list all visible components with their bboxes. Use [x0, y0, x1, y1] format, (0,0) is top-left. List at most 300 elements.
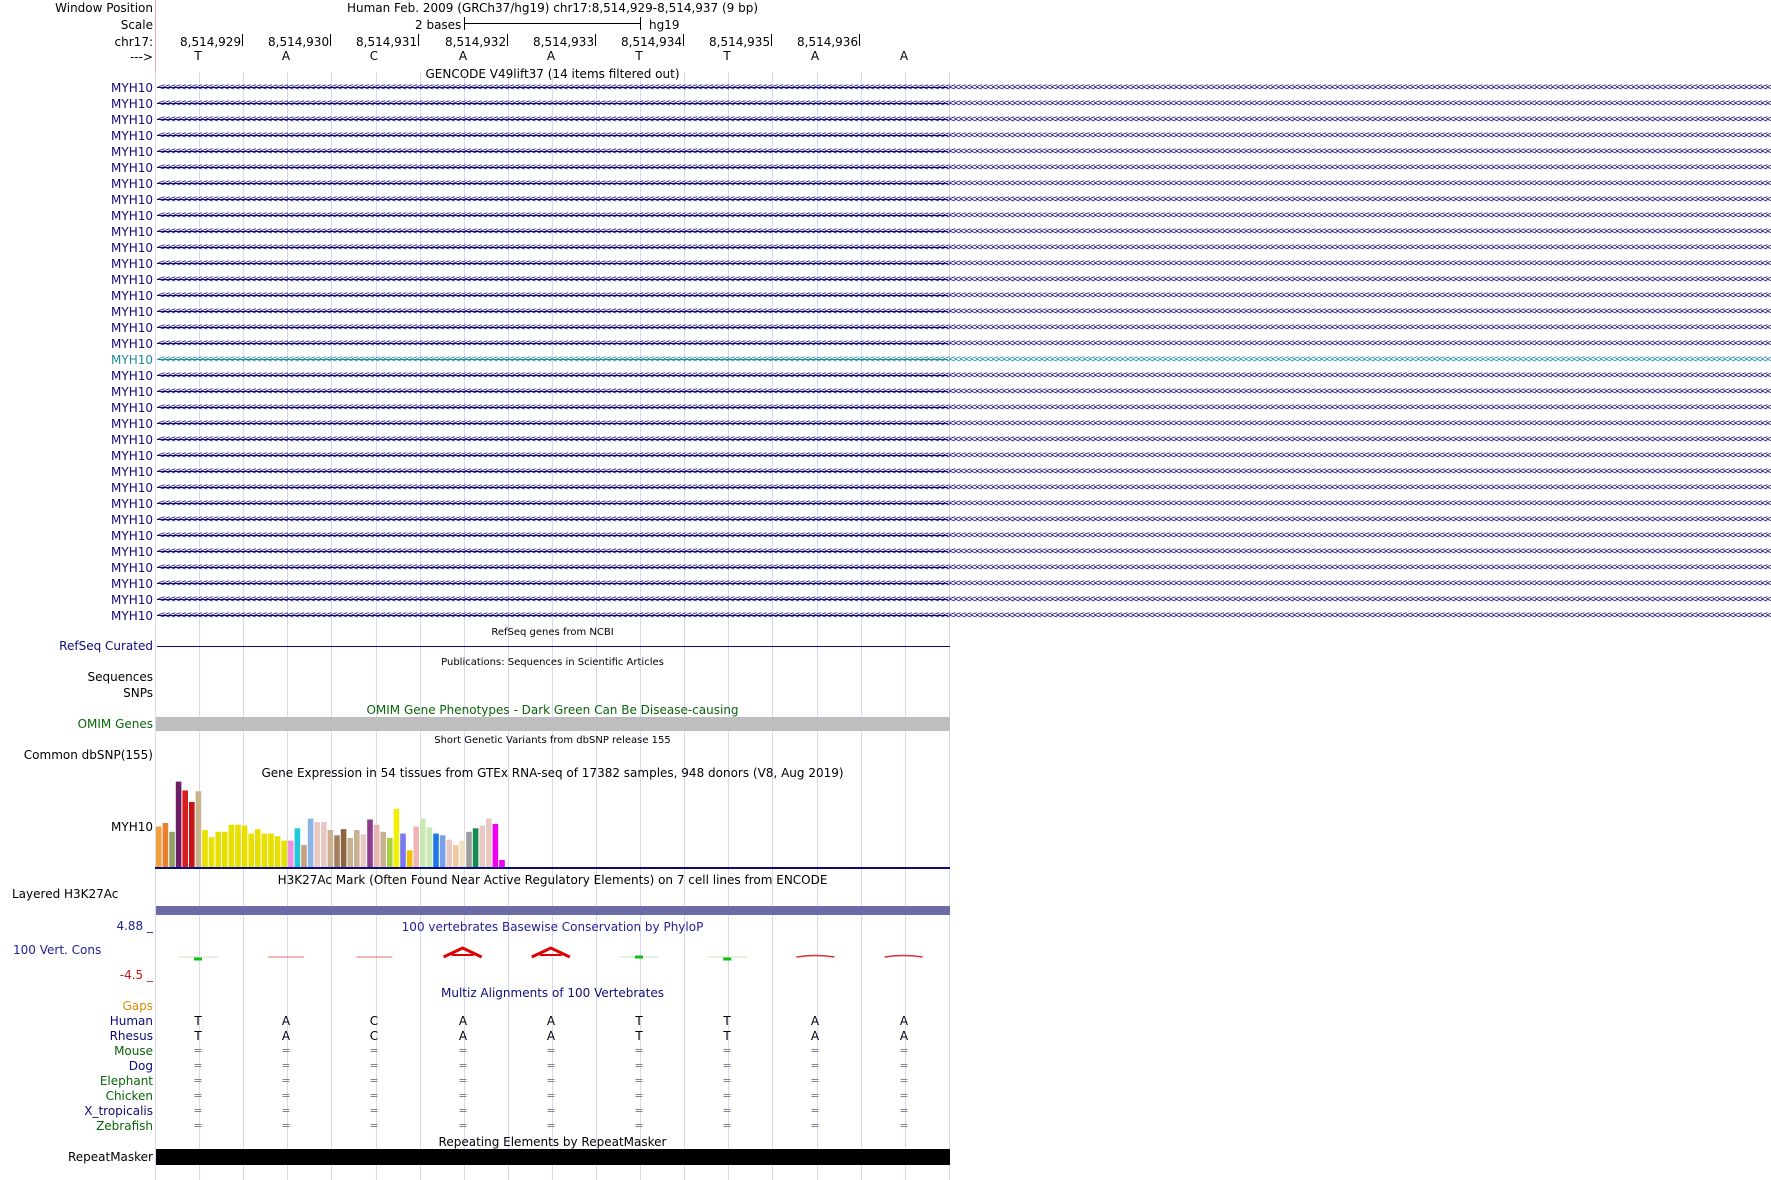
gencode-gene-label[interactable]: MYH10 — [111, 353, 153, 367]
gtex-tissue-bar[interactable] — [229, 825, 235, 867]
alignment-base: A — [810, 1014, 820, 1028]
gtex-tissue-bar[interactable] — [196, 791, 202, 867]
gencode-gene-label[interactable]: MYH10 — [111, 273, 153, 287]
gtex-tissue-bar[interactable] — [202, 830, 208, 867]
gencode-transcript[interactable] — [155, 544, 1771, 560]
gtex-tissue-bar[interactable] — [288, 841, 294, 867]
species-label[interactable]: Rhesus — [109, 1029, 153, 1043]
gtex-tissue-bar[interactable] — [367, 820, 373, 868]
alignment-base: = — [810, 1089, 820, 1102]
alignment-base: = — [899, 1089, 909, 1102]
alignment-base: = — [281, 1119, 291, 1132]
ruler-position-label: 8,514,935 — [709, 35, 771, 49]
gtex-tissue-bar[interactable] — [354, 830, 360, 867]
repeatmasker-block[interactable] — [156, 1149, 950, 1165]
gtex-tissue-bar[interactable] — [440, 835, 446, 867]
ruler-position-label: 8,514,933 — [533, 35, 595, 49]
gencode-transcript[interactable] — [155, 432, 1771, 448]
gencode-gene-label[interactable]: MYH10 — [111, 593, 153, 607]
browser-title: Human Feb. 2009 (GRCh37/hg19) chr17:8,514,929-8,514,937 (9 bp) — [346, 1, 759, 15]
strand-arrows-icon: <<<<<<<<<<<<<<<<<<<<<<<<<<<<<<<<<<<<<<<<<<<<<<<<<<<<<<<<<<<<<<<<<<<<<<<<<<<<<<<<<<<<<<<<<<<<<<<<<<<<<<<<<<<<<<<<<<<<<<<<<<<<<<<<<<<<<<<<<<<<<<<<<<<<<<<<<<<<<<<<<<<<<<<<<<<<<<<<<<<<<<<<<<<<<<<<<<<<<<<<<<<<<<<<<<<<<<<<<<<<<<<<<<<<<<<<<<<<<<<<<<<<<<<<<<<<<<<<<<<<<<<<<<<<<<<<<<<<<<<<<<<<<<<<<<<<<<<<<<<< — [157, 130, 1771, 141]
h3k27ac-signal[interactable] — [156, 906, 950, 915]
gencode-gene-label[interactable]: MYH10 — [111, 241, 153, 255]
gencode-transcript[interactable] — [155, 192, 1771, 208]
gtex-tissue-bar[interactable] — [281, 841, 287, 867]
gtex-label[interactable]: MYH10 — [111, 820, 153, 834]
gencode-transcript[interactable] — [155, 480, 1771, 496]
alignment-base: = — [634, 1089, 644, 1102]
cons-title: 100 vertebrates Basewise Conservation by PhyloP — [401, 920, 704, 934]
gencode-transcript[interactable] — [155, 496, 1771, 512]
gtex-tissue-bar[interactable] — [460, 841, 466, 867]
alignment-base: = — [810, 1104, 820, 1117]
gencode-gene-label[interactable]: MYH10 — [111, 161, 153, 175]
gencode-title: GENCODE V49lift37 (14 items filtered out) — [425, 67, 680, 81]
gencode-transcript[interactable] — [155, 288, 1771, 304]
gencode-transcript[interactable] — [155, 336, 1771, 352]
ruler-tick — [418, 34, 419, 46]
gencode-transcript[interactable] — [155, 512, 1771, 528]
gencode-transcript[interactable] — [155, 320, 1771, 336]
gtex-title: Gene Expression in 54 tissues from GTEx RNA-seq of 17382 samples, 948 donors (V8, Aug 2019) — [261, 766, 844, 780]
gtex-tissue-bar[interactable] — [400, 834, 406, 867]
gtex-tissue-bar[interactable] — [275, 836, 281, 867]
alignment-base: = — [458, 1119, 468, 1132]
species-label[interactable]: Elephant — [99, 1074, 153, 1088]
refseq-gene-line[interactable] — [157, 646, 950, 647]
ruler-tick — [771, 34, 772, 46]
strand-arrows-icon: <<<<<<<<<<<<<<<<<<<<<<<<<<<<<<<<<<<<<<<<<<<<<<<<<<<<<<<<<<<<<<<<<<<<<<<<<<<<<<<<<<<<<<<<<<<<<<<<<<<<<<<<<<<<<<<<<<<<<<<<<<<<<<<<<<<<<<<<<<<<<<<<<<<<<<<<<<<<<<<<<<<<<<<<<<<<<<<<<<<<<<<<<<<<<<<<<<<<<<<<<<<<<<<<<<<<<<<<<<<<<<<<<<<<<<<<<<<<<<<<<<<<<<<<<<<<<<<<<<<<<<<<<<<<<<<<<<<<<<<<<<<<<<<<<<<<<<<<<<<< — [157, 402, 1771, 413]
strand-arrows-icon: <<<<<<<<<<<<<<<<<<<<<<<<<<<<<<<<<<<<<<<<<<<<<<<<<<<<<<<<<<<<<<<<<<<<<<<<<<<<<<<<<<<<<<<<<<<<<<<<<<<<<<<<<<<<<<<<<<<<<<<<<<<<<<<<<<<<<<<<<<<<<<<<<<<<<<<<<<<<<<<<<<<<<<<<<<<<<<<<<<<<<<<<<<<<<<<<<<<<<<<<<<<<<<<<<<<<<<<<<<<<<<<<<<<<<<<<<<<<<<<<<<<<<<<<<<<<<<<<<<<<<<<<<<<<<<<<<<<<<<<<<<<<<<<<<<<<<<<<<<<< — [157, 178, 1771, 189]
gencode-transcript[interactable] — [155, 240, 1771, 256]
ruler-tick — [330, 34, 331, 46]
strand-arrows-icon: <<<<<<<<<<<<<<<<<<<<<<<<<<<<<<<<<<<<<<<<<<<<<<<<<<<<<<<<<<<<<<<<<<<<<<<<<<<<<<<<<<<<<<<<<<<<<<<<<<<<<<<<<<<<<<<<<<<<<<<<<<<<<<<<<<<<<<<<<<<<<<<<<<<<<<<<<<<<<<<<<<<<<<<<<<<<<<<<<<<<<<<<<<<<<<<<<<<<<<<<<<<<<<<<<<<<<<<<<<<<<<<<<<<<<<<<<<<<<<<<<<<<<<<<<<<<<<<<<<<<<<<<<<<<<<<<<<<<<<<<<<<<<<<<<<<<<<<<<<<< — [157, 530, 1771, 541]
alignment-base: = — [281, 1059, 291, 1072]
alignment-base: = — [810, 1059, 820, 1072]
alignment-base: T — [194, 1029, 202, 1043]
alignment-base: = — [634, 1104, 644, 1117]
strand-arrows-icon: <<<<<<<<<<<<<<<<<<<<<<<<<<<<<<<<<<<<<<<<<<<<<<<<<<<<<<<<<<<<<<<<<<<<<<<<<<<<<<<<<<<<<<<<<<<<<<<<<<<<<<<<<<<<<<<<<<<<<<<<<<<<<<<<<<<<<<<<<<<<<<<<<<<<<<<<<<<<<<<<<<<<<<<<<<<<<<<<<<<<<<<<<<<<<<<<<<<<<<<<<<<<<<<<<<<<<<<<<<<<<<<<<<<<<<<<<<<<<<<<<<<<<<<<<<<<<<<<<<<<<<<<<<<<<<<<<<<<<<<<<<<<<<<<<<<<<<<<<<<< — [157, 546, 1771, 557]
strand-arrows-icon: <<<<<<<<<<<<<<<<<<<<<<<<<<<<<<<<<<<<<<<<<<<<<<<<<<<<<<<<<<<<<<<<<<<<<<<<<<<<<<<<<<<<<<<<<<<<<<<<<<<<<<<<<<<<<<<<<<<<<<<<<<<<<<<<<<<<<<<<<<<<<<<<<<<<<<<<<<<<<<<<<<<<<<<<<<<<<<<<<<<<<<<<<<<<<<<<<<<<<<<<<<<<<<<<<<<<<<<<<<<<<<<<<<<<<<<<<<<<<<<<<<<<<<<<<<<<<<<<<<<<<<<<<<<<<<<<<<<<<<<<<<<<<<<<<<<<<<<<<<<< — [157, 498, 1771, 509]
reference-base: T — [635, 49, 643, 63]
alignment-base: = — [722, 1089, 732, 1102]
omim-bar[interactable] — [156, 717, 950, 731]
gtex-tissue-bar[interactable] — [499, 860, 505, 867]
strand-arrows-icon: <<<<<<<<<<<<<<<<<<<<<<<<<<<<<<<<<<<<<<<<<<<<<<<<<<<<<<<<<<<<<<<<<<<<<<<<<<<<<<<<<<<<<<<<<<<<<<<<<<<<<<<<<<<<<<<<<<<<<<<<<<<<<<<<<<<<<<<<<<<<<<<<<<<<<<<<<<<<<<<<<<<<<<<<<<<<<<<<<<<<<<<<<<<<<<<<<<<<<<<<<<<<<<<<<<<<<<<<<<<<<<<<<<<<<<<<<<<<<<<<<<<<<<<<<<<<<<<<<<<<<<<<<<<<<<<<<<<<<<<<<<<<<<<<<<<<<<<<<<<< — [157, 338, 1771, 349]
gencode-gene-label[interactable]: MYH10 — [111, 465, 153, 479]
alignment-base: A — [810, 1029, 820, 1043]
gtex-tissue-bar[interactable] — [255, 829, 261, 867]
snps-label[interactable]: SNPs — [123, 686, 153, 700]
alignment-base: = — [546, 1119, 556, 1132]
gtex-tissue-bar[interactable] — [156, 827, 162, 868]
strand-arrows-icon: <<<<<<<<<<<<<<<<<<<<<<<<<<<<<<<<<<<<<<<<<<<<<<<<<<<<<<<<<<<<<<<<<<<<<<<<<<<<<<<<<<<<<<<<<<<<<<<<<<<<<<<<<<<<<<<<<<<<<<<<<<<<<<<<<<<<<<<<<<<<<<<<<<<<<<<<<<<<<<<<<<<<<<<<<<<<<<<<<<<<<<<<<<<<<<<<<<<<<<<<<<<<<<<<<<<<<<<<<<<<<<<<<<<<<<<<<<<<<<<<<<<<<<<<<<<<<<<<<<<<<<<<<<<<<<<<<<<<<<<<<<<<<<<<<<<<<<<<<<<< — [157, 194, 1771, 205]
ruler-tick — [507, 34, 508, 46]
alignment-base: = — [546, 1104, 556, 1117]
gtex-tissue-bar[interactable] — [493, 824, 499, 867]
strand-arrows-icon: <<<<<<<<<<<<<<<<<<<<<<<<<<<<<<<<<<<<<<<<<<<<<<<<<<<<<<<<<<<<<<<<<<<<<<<<<<<<<<<<<<<<<<<<<<<<<<<<<<<<<<<<<<<<<<<<<<<<<<<<<<<<<<<<<<<<<<<<<<<<<<<<<<<<<<<<<<<<<<<<<<<<<<<<<<<<<<<<<<<<<<<<<<<<<<<<<<<<<<<<<<<<<<<<<<<<<<<<<<<<<<<<<<<<<<<<<<<<<<<<<<<<<<<<<<<<<<<<<<<<<<<<<<<<<<<<<<<<<<<<<<<<<<<<<<<<<<<<<<<< — [157, 370, 1771, 381]
strand-arrows-icon: <<<<<<<<<<<<<<<<<<<<<<<<<<<<<<<<<<<<<<<<<<<<<<<<<<<<<<<<<<<<<<<<<<<<<<<<<<<<<<<<<<<<<<<<<<<<<<<<<<<<<<<<<<<<<<<<<<<<<<<<<<<<<<<<<<<<<<<<<<<<<<<<<<<<<<<<<<<<<<<<<<<<<<<<<<<<<<<<<<<<<<<<<<<<<<<<<<<<<<<<<<<<<<<<<<<<<<<<<<<<<<<<<<<<<<<<<<<<<<<<<<<<<<<<<<<<<<<<<<<<<<<<<<<<<<<<<<<<<<<<<<<<<<<<<<<<<<<<<<<< — [157, 594, 1771, 605]
gencode-gene-label[interactable]: MYH10 — [111, 337, 153, 351]
alignment-base: A — [546, 1014, 556, 1028]
strand-arrows-icon: <<<<<<<<<<<<<<<<<<<<<<<<<<<<<<<<<<<<<<<<<<<<<<<<<<<<<<<<<<<<<<<<<<<<<<<<<<<<<<<<<<<<<<<<<<<<<<<<<<<<<<<<<<<<<<<<<<<<<<<<<<<<<<<<<<<<<<<<<<<<<<<<<<<<<<<<<<<<<<<<<<<<<<<<<<<<<<<<<<<<<<<<<<<<<<<<<<<<<<<<<<<<<<<<<<<<<<<<<<<<<<<<<<<<<<<<<<<<<<<<<<<<<<<<<<<<<<<<<<<<<<<<<<<<<<<<<<<<<<<<<<<<<<<<<<<<<<<<<<<< — [157, 258, 1771, 269]
gencode-gene-label[interactable]: MYH10 — [111, 129, 153, 143]
alignment-base: = — [458, 1044, 468, 1057]
refseq-title: RefSeq genes from NCBI — [491, 627, 614, 638]
gtex-tissue-bar[interactable] — [176, 782, 182, 867]
cons-ymax-label: 4.88 _ — [116, 919, 153, 933]
alignment-base: = — [458, 1089, 468, 1102]
ruler-tick — [859, 34, 860, 46]
reference-base: T — [723, 49, 731, 63]
strand-arrows-icon: <<<<<<<<<<<<<<<<<<<<<<<<<<<<<<<<<<<<<<<<<<<<<<<<<<<<<<<<<<<<<<<<<<<<<<<<<<<<<<<<<<<<<<<<<<<<<<<<<<<<<<<<<<<<<<<<<<<<<<<<<<<<<<<<<<<<<<<<<<<<<<<<<<<<<<<<<<<<<<<<<<<<<<<<<<<<<<<<<<<<<<<<<<<<<<<<<<<<<<<<<<<<<<<<<<<<<<<<<<<<<<<<<<<<<<<<<<<<<<<<<<<<<<<<<<<<<<<<<<<<<<<<<<<<<<<<<<<<<<<<<<<<<<<<<<<<<<<<<<<< — [157, 210, 1771, 221]
gtex-tissue-bar[interactable] — [209, 837, 215, 867]
omim-label[interactable]: OMIM Genes — [77, 717, 153, 731]
gaps-label: Gaps — [122, 999, 153, 1013]
reference-base: T — [194, 49, 202, 63]
alignment-base: = — [899, 1119, 909, 1132]
alignment-base: = — [722, 1104, 732, 1117]
gencode-transcript[interactable] — [155, 416, 1771, 432]
gencode-transcript[interactable] — [155, 352, 1771, 368]
alignment-base: = — [810, 1074, 820, 1087]
alignment-base: A — [458, 1014, 468, 1028]
scale-label: Scale — [120, 18, 153, 32]
gencode-transcript[interactable] — [155, 224, 1771, 240]
h3k27ac-label[interactable]: Layered H3K27Ac — [12, 887, 119, 901]
alignment-base: = — [634, 1044, 644, 1057]
gencode-gene-label[interactable]: MYH10 — [111, 497, 153, 511]
alignment-base: = — [369, 1104, 379, 1117]
gencode-gene-label[interactable]: MYH10 — [111, 97, 153, 111]
scale-text: 2 bases — [415, 18, 462, 32]
gencode-gene-label[interactable]: MYH10 — [111, 289, 153, 303]
gencode-gene-label[interactable]: MYH10 — [111, 449, 153, 463]
gencode-gene-label[interactable]: MYH10 — [111, 369, 153, 383]
gencode-transcript[interactable] — [155, 160, 1771, 176]
gencode-transcript[interactable] — [155, 272, 1771, 288]
alignment-base: = — [899, 1074, 909, 1087]
alignment-base: T — [194, 1014, 202, 1028]
ruler-position-label: 8,514,936 — [797, 35, 859, 49]
strand-arrows-icon: <<<<<<<<<<<<<<<<<<<<<<<<<<<<<<<<<<<<<<<<<<<<<<<<<<<<<<<<<<<<<<<<<<<<<<<<<<<<<<<<<<<<<<<<<<<<<<<<<<<<<<<<<<<<<<<<<<<<<<<<<<<<<<<<<<<<<<<<<<<<<<<<<<<<<<<<<<<<<<<<<<<<<<<<<<<<<<<<<<<<<<<<<<<<<<<<<<<<<<<<<<<<<<<<<<<<<<<<<<<<<<<<<<<<<<<<<<<<<<<<<<<<<<<<<<<<<<<<<<<<<<<<<<<<<<<<<<<<<<<<<<<<<<<<<<<<<<<<<<<< — [157, 434, 1771, 445]
cons-ymin-label: -4.5 _ — [119, 968, 153, 982]
reference-base: A — [458, 49, 468, 63]
gencode-gene-label[interactable]: MYH10 — [111, 513, 153, 527]
gtex-tissue-bar[interactable] — [479, 826, 485, 867]
multiz-title: Multiz Alignments of 100 Vertebrates — [440, 986, 665, 1000]
alignment-base: A — [281, 1029, 291, 1043]
strand-arrows-icon: <<<<<<<<<<<<<<<<<<<<<<<<<<<<<<<<<<<<<<<<<<<<<<<<<<<<<<<<<<<<<<<<<<<<<<<<<<<<<<<<<<<<<<<<<<<<<<<<<<<<<<<<<<<<<<<<<<<<<<<<<<<<<<<<<<<<<<<<<<<<<<<<<<<<<<<<<<<<<<<<<<<<<<<<<<<<<<<<<<<<<<<<<<<<<<<<<<<<<<<<<<<<<<<<<<<<<<<<<<<<<<<<<<<<<<<<<<<<<<<<<<<<<<<<<<<<<<<<<<<<<<<<<<<<<<<<<<<<<<<<<<<<<<<<<<<<<<<<<<<< — [157, 562, 1771, 573]
gencode-transcript[interactable] — [155, 256, 1771, 272]
ruler-position-label: 8,514,932 — [445, 35, 507, 49]
gtex-tissue-bar[interactable] — [163, 823, 169, 867]
gencode-gene-label[interactable]: MYH10 — [111, 209, 153, 223]
alignment-base: = — [369, 1044, 379, 1057]
alignment-base: = — [634, 1059, 644, 1072]
gtex-tissue-bar[interactable] — [215, 832, 221, 867]
ruler-position-label: 8,514,931 — [356, 35, 418, 49]
gencode-gene-label[interactable]: MYH10 — [111, 609, 153, 623]
gencode-gene-label[interactable]: MYH10 — [111, 177, 153, 191]
species-label[interactable]: Human — [109, 1014, 153, 1028]
gtex-tissue-bar[interactable] — [328, 830, 334, 867]
strand-arrows-icon: <<<<<<<<<<<<<<<<<<<<<<<<<<<<<<<<<<<<<<<<<<<<<<<<<<<<<<<<<<<<<<<<<<<<<<<<<<<<<<<<<<<<<<<<<<<<<<<<<<<<<<<<<<<<<<<<<<<<<<<<<<<<<<<<<<<<<<<<<<<<<<<<<<<<<<<<<<<<<<<<<<<<<<<<<<<<<<<<<<<<<<<<<<<<<<<<<<<<<<<<<<<<<<<<<<<<<<<<<<<<<<<<<<<<<<<<<<<<<<<<<<<<<<<<<<<<<<<<<<<<<<<<<<<<<<<<<<<<<<<<<<<<<<<<<<<<<<<<<<<< — [157, 162, 1771, 173]
gencode-transcript[interactable] — [155, 384, 1771, 400]
gencode-gene-label[interactable]: MYH10 — [111, 113, 153, 127]
alignment-base: = — [193, 1119, 203, 1132]
gencode-transcript[interactable] — [155, 304, 1771, 320]
alignment-base: = — [634, 1074, 644, 1087]
gtex-tissue-bar[interactable] — [242, 826, 248, 867]
strand-arrows-icon: <<<<<<<<<<<<<<<<<<<<<<<<<<<<<<<<<<<<<<<<<<<<<<<<<<<<<<<<<<<<<<<<<<<<<<<<<<<<<<<<<<<<<<<<<<<<<<<<<<<<<<<<<<<<<<<<<<<<<<<<<<<<<<<<<<<<<<<<<<<<<<<<<<<<<<<<<<<<<<<<<<<<<<<<<<<<<<<<<<<<<<<<<<<<<<<<<<<<<<<<<<<<<<<<<<<<<<<<<<<<<<<<<<<<<<<<<<<<<<<<<<<<<<<<<<<<<<<<<<<<<<<<<<<<<<<<<<<<<<<<<<<<<<<<<<<<<<<<<<<< — [157, 242, 1771, 253]
phylop-score-glyph — [796, 956, 834, 958]
alignment-base: = — [722, 1074, 732, 1087]
gtex-tissue-bar[interactable] — [235, 825, 241, 867]
gtex-tissue-bar[interactable] — [433, 834, 439, 867]
reference-base: A — [810, 49, 820, 63]
strand-arrows-icon: <<<<<<<<<<<<<<<<<<<<<<<<<<<<<<<<<<<<<<<<<<<<<<<<<<<<<<<<<<<<<<<<<<<<<<<<<<<<<<<<<<<<<<<<<<<<<<<<<<<<<<<<<<<<<<<<<<<<<<<<<<<<<<<<<<<<<<<<<<<<<<<<<<<<<<<<<<<<<<<<<<<<<<<<<<<<<<<<<<<<<<<<<<<<<<<<<<<<<<<<<<<<<<<<<<<<<<<<<<<<<<<<<<<<<<<<<<<<<<<<<<<<<<<<<<<<<<<<<<<<<<<<<<<<<<<<<<<<<<<<<<<<<<<<<<<<<<<<<<<< — [157, 290, 1771, 301]
alignment-base: = — [810, 1044, 820, 1057]
strand-arrows-icon: <<<<<<<<<<<<<<<<<<<<<<<<<<<<<<<<<<<<<<<<<<<<<<<<<<<<<<<<<<<<<<<<<<<<<<<<<<<<<<<<<<<<<<<<<<<<<<<<<<<<<<<<<<<<<<<<<<<<<<<<<<<<<<<<<<<<<<<<<<<<<<<<<<<<<<<<<<<<<<<<<<<<<<<<<<<<<<<<<<<<<<<<<<<<<<<<<<<<<<<<<<<<<<<<<<<<<<<<<<<<<<<<<<<<<<<<<<<<<<<<<<<<<<<<<<<<<<<<<<<<<<<<<<<<<<<<<<<<<<<<<<<<<<<<<<<<<<<<<<<< — [157, 354, 1771, 365]
scale-bar-right-tick — [640, 17, 641, 30]
strand-arrows-icon: <<<<<<<<<<<<<<<<<<<<<<<<<<<<<<<<<<<<<<<<<<<<<<<<<<<<<<<<<<<<<<<<<<<<<<<<<<<<<<<<<<<<<<<<<<<<<<<<<<<<<<<<<<<<<<<<<<<<<<<<<<<<<<<<<<<<<<<<<<<<<<<<<<<<<<<<<<<<<<<<<<<<<<<<<<<<<<<<<<<<<<<<<<<<<<<<<<<<<<<<<<<<<<<<<<<<<<<<<<<<<<<<<<<<<<<<<<<<<<<<<<<<<<<<<<<<<<<<<<<<<<<<<<<<<<<<<<<<<<<<<<<<<<<<<<<<<<<<<<<< — [157, 114, 1771, 125]
gtex-tissue-bar[interactable] — [361, 834, 367, 867]
alignment-base: C — [369, 1029, 379, 1043]
reference-base: A — [899, 49, 909, 63]
ruler-position-label: 8,514,930 — [268, 35, 330, 49]
gencode-transcript[interactable] — [155, 208, 1771, 224]
gencode-transcript[interactable] — [155, 112, 1771, 128]
strand-arrows-icon: <<<<<<<<<<<<<<<<<<<<<<<<<<<<<<<<<<<<<<<<<<<<<<<<<<<<<<<<<<<<<<<<<<<<<<<<<<<<<<<<<<<<<<<<<<<<<<<<<<<<<<<<<<<<<<<<<<<<<<<<<<<<<<<<<<<<<<<<<<<<<<<<<<<<<<<<<<<<<<<<<<<<<<<<<<<<<<<<<<<<<<<<<<<<<<<<<<<<<<<<<<<<<<<<<<<<<<<<<<<<<<<<<<<<<<<<<<<<<<<<<<<<<<<<<<<<<<<<<<<<<<<<<<<<<<<<<<<<<<<<<<<<<<<<<<<<<<<<<<<< — [157, 514, 1771, 525]
gencode-gene-label[interactable]: MYH10 — [111, 193, 153, 207]
gtex-tissue-bar[interactable] — [262, 834, 268, 867]
ruler-tick — [242, 34, 243, 46]
reference-base: A — [281, 49, 291, 63]
species-label[interactable]: Dog — [128, 1059, 153, 1073]
alignment-base: = — [458, 1104, 468, 1117]
phylop-conservation-plot[interactable] — [155, 940, 950, 980]
strand-arrows-icon: <<<<<<<<<<<<<<<<<<<<<<<<<<<<<<<<<<<<<<<<<<<<<<<<<<<<<<<<<<<<<<<<<<<<<<<<<<<<<<<<<<<<<<<<<<<<<<<<<<<<<<<<<<<<<<<<<<<<<<<<<<<<<<<<<<<<<<<<<<<<<<<<<<<<<<<<<<<<<<<<<<<<<<<<<<<<<<<<<<<<<<<<<<<<<<<<<<<<<<<<<<<<<<<<<<<<<<<<<<<<<<<<<<<<<<<<<<<<<<<<<<<<<<<<<<<<<<<<<<<<<<<<<<<<<<<<<<<<<<<<<<<<<<<<<<<<<<<<<<<< — [157, 98, 1771, 109]
gencode-gene-label[interactable]: MYH10 — [111, 145, 153, 159]
gtex-tissue-bar[interactable] — [169, 832, 175, 867]
alignment-base: = — [546, 1074, 556, 1087]
gtex-tissue-bar[interactable] — [248, 834, 254, 867]
ruler-tick — [683, 34, 684, 46]
gtex-tissue-bar[interactable] — [374, 825, 380, 867]
alignment-base: A — [281, 1014, 291, 1028]
gtex-baseline — [155, 867, 950, 869]
gtex-tissue-bar[interactable] — [314, 822, 320, 867]
chrom-label: chr17: — [114, 35, 153, 49]
window-position-label: Window Position — [55, 1, 153, 15]
gtex-tissue-bar[interactable] — [222, 832, 228, 867]
gtex-tissue-bar[interactable] — [268, 834, 274, 867]
alignment-base: = — [281, 1089, 291, 1102]
alignment-base: = — [722, 1059, 732, 1072]
gtex-tissue-bar[interactable] — [446, 840, 452, 867]
gencode-gene-label[interactable]: MYH10 — [111, 417, 153, 431]
gencode-gene-label[interactable]: MYH10 — [111, 257, 153, 271]
alignment-base: = — [193, 1059, 203, 1072]
gencode-transcript[interactable] — [155, 528, 1771, 544]
gtex-tissue-bar[interactable] — [341, 829, 347, 867]
gtex-tissue-bar[interactable] — [182, 790, 188, 867]
ruler-tick — [595, 34, 596, 46]
gtex-tissue-bar[interactable] — [466, 832, 472, 867]
alignment-base: = — [722, 1044, 732, 1057]
gencode-gene-label[interactable]: MYH10 — [111, 481, 153, 495]
alignment-base: = — [281, 1104, 291, 1117]
gencode-transcript[interactable] — [155, 96, 1771, 112]
dbsnp-title: Short Genetic Variants from dbSNP release 155 — [434, 735, 671, 746]
gtex-tissue-bar[interactable] — [420, 819, 426, 867]
gencode-gene-label[interactable]: MYH10 — [111, 545, 153, 559]
alignment-base: = — [369, 1059, 379, 1072]
gtex-tissue-bar[interactable] — [380, 832, 386, 867]
gencode-gene-label[interactable]: MYH10 — [111, 225, 153, 239]
gencode-transcript[interactable] — [155, 368, 1771, 384]
alignment-base: = — [369, 1089, 379, 1102]
strand-arrows-icon: <<<<<<<<<<<<<<<<<<<<<<<<<<<<<<<<<<<<<<<<<<<<<<<<<<<<<<<<<<<<<<<<<<<<<<<<<<<<<<<<<<<<<<<<<<<<<<<<<<<<<<<<<<<<<<<<<<<<<<<<<<<<<<<<<<<<<<<<<<<<<<<<<<<<<<<<<<<<<<<<<<<<<<<<<<<<<<<<<<<<<<<<<<<<<<<<<<<<<<<<<<<<<<<<<<<<<<<<<<<<<<<<<<<<<<<<<<<<<<<<<<<<<<<<<<<<<<<<<<<<<<<<<<<<<<<<<<<<<<<<<<<<<<<<<<<<<<<<<<<< — [157, 578, 1771, 589]
gencode-gene-label[interactable]: MYH10 — [111, 81, 153, 95]
species-label[interactable]: Mouse — [114, 1044, 153, 1058]
strand-arrows-icon: <<<<<<<<<<<<<<<<<<<<<<<<<<<<<<<<<<<<<<<<<<<<<<<<<<<<<<<<<<<<<<<<<<<<<<<<<<<<<<<<<<<<<<<<<<<<<<<<<<<<<<<<<<<<<<<<<<<<<<<<<<<<<<<<<<<<<<<<<<<<<<<<<<<<<<<<<<<<<<<<<<<<<<<<<<<<<<<<<<<<<<<<<<<<<<<<<<<<<<<<<<<<<<<<<<<<<<<<<<<<<<<<<<<<<<<<<<<<<<<<<<<<<<<<<<<<<<<<<<<<<<<<<<<<<<<<<<<<<<<<<<<<<<<<<<<<<<<<<<<< — [157, 466, 1771, 477]
alignment-base: A — [458, 1029, 468, 1043]
publications-title: Publications: Sequences in Scientific Articles — [441, 657, 664, 668]
browser-image[interactable] — [155, 0, 1771, 1180]
alignment-base: T — [723, 1029, 731, 1043]
dbsnp-label[interactable]: Common dbSNP(155) — [23, 748, 153, 762]
gtex-tissue-bar[interactable] — [301, 845, 307, 867]
alignment-base: = — [193, 1089, 203, 1102]
alignment-base: = — [546, 1089, 556, 1102]
strand-arrows-icon: <<<<<<<<<<<<<<<<<<<<<<<<<<<<<<<<<<<<<<<<<<<<<<<<<<<<<<<<<<<<<<<<<<<<<<<<<<<<<<<<<<<<<<<<<<<<<<<<<<<<<<<<<<<<<<<<<<<<<<<<<<<<<<<<<<<<<<<<<<<<<<<<<<<<<<<<<<<<<<<<<<<<<<<<<<<<<<<<<<<<<<<<<<<<<<<<<<<<<<<<<<<<<<<<<<<<<<<<<<<<<<<<<<<<<<<<<<<<<<<<<<<<<<<<<<<<<<<<<<<<<<<<<<<<<<<<<<<<<<<<<<<<<<<<<<<<<<<<<<<< — [157, 386, 1771, 397]
strand-arrows-icon: <<<<<<<<<<<<<<<<<<<<<<<<<<<<<<<<<<<<<<<<<<<<<<<<<<<<<<<<<<<<<<<<<<<<<<<<<<<<<<<<<<<<<<<<<<<<<<<<<<<<<<<<<<<<<<<<<<<<<<<<<<<<<<<<<<<<<<<<<<<<<<<<<<<<<<<<<<<<<<<<<<<<<<<<<<<<<<<<<<<<<<<<<<<<<<<<<<<<<<<<<<<<<<<<<<<<<<<<<<<<<<<<<<<<<<<<<<<<<<<<<<<<<<<<<<<<<<<<<<<<<<<<<<<<<<<<<<<<<<<<<<<<<<<<<<<<<<<<<<<< — [157, 306, 1771, 317]
cons-label[interactable]: 100 Vert. Cons — [13, 943, 102, 957]
gtex-tissue-bar[interactable] — [308, 819, 314, 867]
gtex-tissue-bar[interactable] — [334, 835, 340, 867]
alignment-base: = — [899, 1044, 909, 1057]
gtex-tissue-bar[interactable] — [427, 827, 433, 867]
alignment-base: = — [899, 1104, 909, 1117]
gtex-tissue-bar[interactable] — [453, 845, 459, 867]
gtex-tissue-bar[interactable] — [295, 828, 301, 867]
species-label[interactable]: Chicken — [105, 1089, 153, 1103]
alignment-base: A — [899, 1029, 909, 1043]
species-label[interactable]: Zebrafish — [96, 1119, 153, 1133]
gtex-tissue-bar[interactable] — [413, 827, 419, 868]
gtex-tissue-bar[interactable] — [321, 822, 327, 867]
alignment-base: = — [193, 1104, 203, 1117]
ruler-position-label: 8,514,929 — [180, 35, 242, 49]
gencode-transcript[interactable] — [155, 176, 1771, 192]
reference-base: A — [546, 49, 556, 63]
alignment-base: A — [899, 1014, 909, 1028]
gencode-transcript[interactable] — [155, 576, 1771, 592]
track-labels-panel — [0, 0, 155, 1180]
gencode-gene-label[interactable]: MYH10 — [111, 321, 153, 335]
gencode-transcript[interactable] — [155, 400, 1771, 416]
ruler-position-label: 8,514,934 — [621, 35, 683, 49]
repeatmasker-label[interactable]: RepeatMasker — [67, 1150, 153, 1164]
alignment-base: = — [369, 1074, 379, 1087]
alignment-base: T — [635, 1029, 643, 1043]
gtex-tissue-bar[interactable] — [486, 819, 492, 867]
alignment-base: = — [810, 1119, 820, 1132]
alignment-base: C — [369, 1014, 379, 1028]
alignment-base: = — [458, 1074, 468, 1087]
gencode-transcript[interactable] — [155, 560, 1771, 576]
omim-title: OMIM Gene Phenotypes - Dark Green Can Be Disease-causing — [366, 703, 739, 717]
strand-arrows-icon: <<<<<<<<<<<<<<<<<<<<<<<<<<<<<<<<<<<<<<<<<<<<<<<<<<<<<<<<<<<<<<<<<<<<<<<<<<<<<<<<<<<<<<<<<<<<<<<<<<<<<<<<<<<<<<<<<<<<<<<<<<<<<<<<<<<<<<<<<<<<<<<<<<<<<<<<<<<<<<<<<<<<<<<<<<<<<<<<<<<<<<<<<<<<<<<<<<<<<<<<<<<<<<<<<<<<<<<<<<<<<<<<<<<<<<<<<<<<<<<<<<<<<<<<<<<<<<<<<<<<<<<<<<<<<<<<<<<<<<<<<<<<<<<<<<<<<<<<<<<< — [157, 226, 1771, 237]
scale-bar-line — [464, 23, 640, 24]
strand-arrows-icon: <<<<<<<<<<<<<<<<<<<<<<<<<<<<<<<<<<<<<<<<<<<<<<<<<<<<<<<<<<<<<<<<<<<<<<<<<<<<<<<<<<<<<<<<<<<<<<<<<<<<<<<<<<<<<<<<<<<<<<<<<<<<<<<<<<<<<<<<<<<<<<<<<<<<<<<<<<<<<<<<<<<<<<<<<<<<<<<<<<<<<<<<<<<<<<<<<<<<<<<<<<<<<<<<<<<<<<<<<<<<<<<<<<<<<<<<<<<<<<<<<<<<<<<<<<<<<<<<<<<<<<<<<<<<<<<<<<<<<<<<<<<<<<<<<<<<<<<<<<<< — [157, 450, 1771, 461]
alignment-base: A — [546, 1029, 556, 1043]
gtex-bar-chart[interactable] — [155, 778, 950, 870]
gencode-transcript[interactable] — [155, 448, 1771, 464]
alignment-base: = — [281, 1074, 291, 1087]
h3k27ac-title: H3K27Ac Mark (Often Found Near Active Regulatory Elements) on 7 cell lines from ENCODE — [277, 873, 828, 887]
gencode-gene-label[interactable]: MYH10 — [111, 385, 153, 399]
strand-arrows-icon: <<<<<<<<<<<<<<<<<<<<<<<<<<<<<<<<<<<<<<<<<<<<<<<<<<<<<<<<<<<<<<<<<<<<<<<<<<<<<<<<<<<<<<<<<<<<<<<<<<<<<<<<<<<<<<<<<<<<<<<<<<<<<<<<<<<<<<<<<<<<<<<<<<<<<<<<<<<<<<<<<<<<<<<<<<<<<<<<<<<<<<<<<<<<<<<<<<<<<<<<<<<<<<<<<<<<<<<<<<<<<<<<<<<<<<<<<<<<<<<<<<<<<<<<<<<<<<<<<<<<<<<<<<<<<<<<<<<<<<<<<<<<<<<<<<<<<<<<<<<< — [157, 82, 1771, 93]
gencode-gene-label[interactable]: MYH10 — [111, 401, 153, 415]
strand-label: ---> — [129, 50, 153, 64]
gencode-transcript[interactable] — [155, 80, 1771, 96]
gtex-tissue-bar[interactable] — [407, 850, 413, 867]
species-label[interactable]: X_tropicalis — [84, 1104, 153, 1118]
alignment-base: = — [546, 1044, 556, 1057]
gtex-tissue-bar[interactable] — [387, 838, 393, 867]
sequences-label[interactable]: Sequences — [87, 670, 153, 684]
refseq-label[interactable]: RefSeq Curated — [59, 639, 153, 653]
strand-arrows-icon: <<<<<<<<<<<<<<<<<<<<<<<<<<<<<<<<<<<<<<<<<<<<<<<<<<<<<<<<<<<<<<<<<<<<<<<<<<<<<<<<<<<<<<<<<<<<<<<<<<<<<<<<<<<<<<<<<<<<<<<<<<<<<<<<<<<<<<<<<<<<<<<<<<<<<<<<<<<<<<<<<<<<<<<<<<<<<<<<<<<<<<<<<<<<<<<<<<<<<<<<<<<<<<<<<<<<<<<<<<<<<<<<<<<<<<<<<<<<<<<<<<<<<<<<<<<<<<<<<<<<<<<<<<<<<<<<<<<<<<<<<<<<<<<<<<<<<<<<<<<< — [157, 482, 1771, 493]
alignment-base: = — [281, 1044, 291, 1057]
alignment-base: = — [193, 1044, 203, 1057]
alignment-base: = — [634, 1119, 644, 1132]
reference-base: C — [369, 49, 379, 63]
strand-arrows-icon: <<<<<<<<<<<<<<<<<<<<<<<<<<<<<<<<<<<<<<<<<<<<<<<<<<<<<<<<<<<<<<<<<<<<<<<<<<<<<<<<<<<<<<<<<<<<<<<<<<<<<<<<<<<<<<<<<<<<<<<<<<<<<<<<<<<<<<<<<<<<<<<<<<<<<<<<<<<<<<<<<<<<<<<<<<<<<<<<<<<<<<<<<<<<<<<<<<<<<<<<<<<<<<<<<<<<<<<<<<<<<<<<<<<<<<<<<<<<<<<<<<<<<<<<<<<<<<<<<<<<<<<<<<<<<<<<<<<<<<<<<<<<<<<<<<<<<<<<<<<< — [157, 146, 1771, 157]
gtex-tissue-bar[interactable] — [189, 802, 195, 867]
strand-arrows-icon: <<<<<<<<<<<<<<<<<<<<<<<<<<<<<<<<<<<<<<<<<<<<<<<<<<<<<<<<<<<<<<<<<<<<<<<<<<<<<<<<<<<<<<<<<<<<<<<<<<<<<<<<<<<<<<<<<<<<<<<<<<<<<<<<<<<<<<<<<<<<<<<<<<<<<<<<<<<<<<<<<<<<<<<<<<<<<<<<<<<<<<<<<<<<<<<<<<<<<<<<<<<<<<<<<<<<<<<<<<<<<<<<<<<<<<<<<<<<<<<<<<<<<<<<<<<<<<<<<<<<<<<<<<<<<<<<<<<<<<<<<<<<<<<<<<<<<<<<<<<< — [157, 322, 1771, 333]
alignment-base: = — [193, 1074, 203, 1087]
gencode-transcript[interactable] — [155, 464, 1771, 480]
strand-arrows-icon: <<<<<<<<<<<<<<<<<<<<<<<<<<<<<<<<<<<<<<<<<<<<<<<<<<<<<<<<<<<<<<<<<<<<<<<<<<<<<<<<<<<<<<<<<<<<<<<<<<<<<<<<<<<<<<<<<<<<<<<<<<<<<<<<<<<<<<<<<<<<<<<<<<<<<<<<<<<<<<<<<<<<<<<<<<<<<<<<<<<<<<<<<<<<<<<<<<<<<<<<<<<<<<<<<<<<<<<<<<<<<<<<<<<<<<<<<<<<<<<<<<<<<<<<<<<<<<<<<<<<<<<<<<<<<<<<<<<<<<<<<<<<<<<<<<<<<<<<<<<< — [157, 418, 1771, 429]
alignment-base: = — [546, 1059, 556, 1072]
gtex-tissue-bar[interactable] — [394, 809, 400, 867]
phylop-score-glyph — [885, 956, 923, 958]
alignment-base: T — [635, 1014, 643, 1028]
gencode-gene-label[interactable]: MYH10 — [111, 561, 153, 575]
strand-arrows-icon: <<<<<<<<<<<<<<<<<<<<<<<<<<<<<<<<<<<<<<<<<<<<<<<<<<<<<<<<<<<<<<<<<<<<<<<<<<<<<<<<<<<<<<<<<<<<<<<<<<<<<<<<<<<<<<<<<<<<<<<<<<<<<<<<<<<<<<<<<<<<<<<<<<<<<<<<<<<<<<<<<<<<<<<<<<<<<<<<<<<<<<<<<<<<<<<<<<<<<<<<<<<<<<<<<<<<<<<<<<<<<<<<<<<<<<<<<<<<<<<<<<<<<<<<<<<<<<<<<<<<<<<<<<<<<<<<<<<<<<<<<<<<<<<<<<<<<<<<<<<< — [157, 610, 1771, 621]
assembly-name: hg19 — [649, 18, 680, 32]
alignment-base: = — [369, 1119, 379, 1132]
gencode-gene-label[interactable]: MYH10 — [111, 529, 153, 543]
gencode-transcript[interactable] — [155, 608, 1771, 624]
gencode-transcript[interactable] — [155, 144, 1771, 160]
repeatmasker-title: Repeating Elements by RepeatMasker — [438, 1135, 667, 1149]
gencode-gene-label[interactable]: MYH10 — [111, 305, 153, 319]
alignment-base: = — [722, 1119, 732, 1132]
gencode-transcript[interactable] — [155, 592, 1771, 608]
strand-arrows-icon: <<<<<<<<<<<<<<<<<<<<<<<<<<<<<<<<<<<<<<<<<<<<<<<<<<<<<<<<<<<<<<<<<<<<<<<<<<<<<<<<<<<<<<<<<<<<<<<<<<<<<<<<<<<<<<<<<<<<<<<<<<<<<<<<<<<<<<<<<<<<<<<<<<<<<<<<<<<<<<<<<<<<<<<<<<<<<<<<<<<<<<<<<<<<<<<<<<<<<<<<<<<<<<<<<<<<<<<<<<<<<<<<<<<<<<<<<<<<<<<<<<<<<<<<<<<<<<<<<<<<<<<<<<<<<<<<<<<<<<<<<<<<<<<<<<<<<<<<<<<< — [157, 274, 1771, 285]
gencode-gene-label[interactable]: MYH10 — [111, 433, 153, 447]
alignment-base: = — [899, 1059, 909, 1072]
gtex-tissue-bar[interactable] — [473, 828, 479, 867]
gtex-tissue-bar[interactable] — [347, 838, 353, 867]
gencode-transcript[interactable] — [155, 128, 1771, 144]
gencode-gene-label[interactable]: MYH10 — [111, 577, 153, 591]
